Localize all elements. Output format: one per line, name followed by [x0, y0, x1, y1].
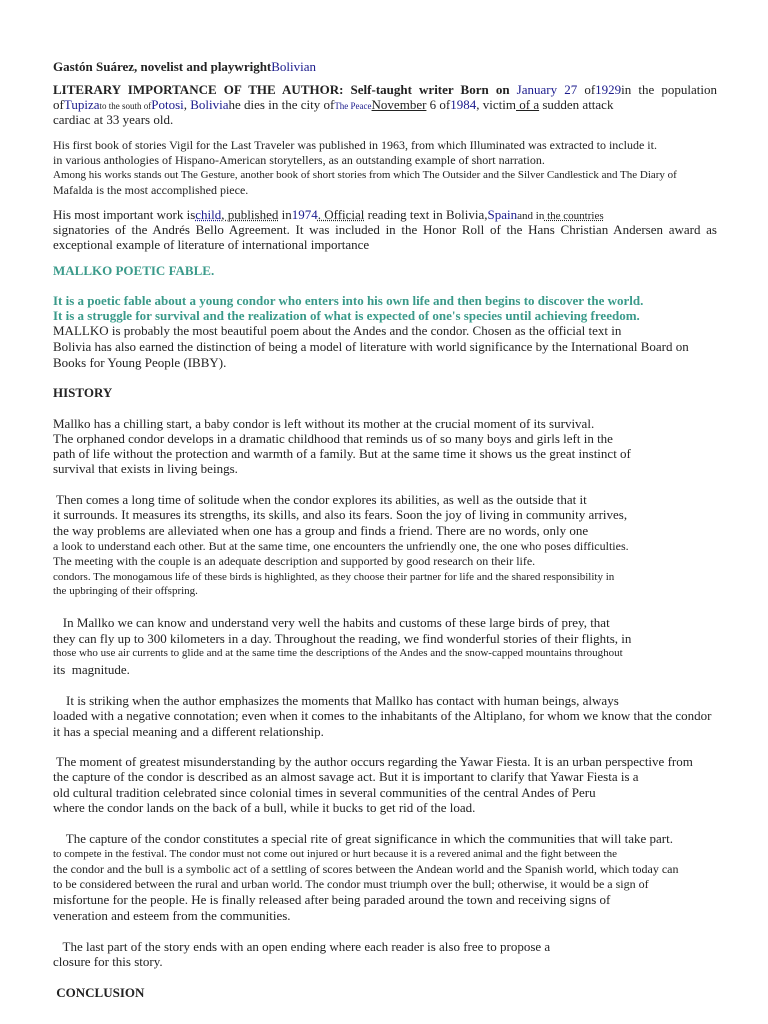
- history-line: misfortune for the people. He is finally released after being paraded around the town and receiving signs of: [53, 892, 611, 907]
- fable-line: Bolivia has also earned the distinction of being a model of literature with world significance by the International Board on: [53, 339, 689, 354]
- fable-line: Books for Young People (IBBY).: [53, 355, 227, 370]
- title-text: Gastón Suárez, novelist and playwright: [53, 59, 272, 74]
- history-line: The capture of the condor constitutes a special rite of great significance in which the communities that will take part.: [53, 831, 673, 846]
- author-line-3: cardiac at 33 years old.: [53, 112, 174, 127]
- link-child[interactable]: child: [195, 207, 222, 222]
- fable-heading: MALLKO POETIC FABLE.: [53, 263, 215, 278]
- link-january[interactable]: January: [516, 82, 558, 97]
- link-spain[interactable]: Spain: [487, 207, 518, 222]
- history-line: old cultural tradition celebrated since colonial times in several communities of the central Andes of Peru: [53, 785, 596, 800]
- link-1929[interactable]: 1929: [595, 82, 622, 97]
- history-line: The orphaned condor develops in a dramatic childhood that reminds us of so many boys and girls left in the: [53, 431, 613, 446]
- history-line: Mallko has a chilling start, a baby condor is left without its mother at the crucial moment of its survival.: [53, 416, 595, 431]
- para2-line-1: His most important work ischild, published in1974. Official reading text in Bolivia,Spainand in the countries: [53, 207, 604, 222]
- bolivian-link[interactable]: Bolivian: [271, 59, 317, 74]
- history-line: those who use air currents to glide and at the same time the descriptions of the Andes and the snow-capped mountains throughout: [53, 647, 623, 659]
- author-label: LITERARY IMPORTANCE OF THE AUTHOR:: [53, 82, 344, 97]
- history-line: The moment of greatest misunderstanding by the author occurs regarding the Yawar Fiesta. It is an urban perspective from: [53, 754, 693, 769]
- para2-line-3: exceptional example of literature of international importance: [53, 237, 370, 252]
- history-line: to compete in the festival. The condor must not come out injured or hurt because it is a revered animal and the fight between the: [53, 848, 617, 860]
- conclusion-heading: CONCLUSION: [53, 985, 145, 1000]
- history-line: path of life without the protection and warmth of a family. But at the same time it shows us the great instinct of: [53, 446, 631, 461]
- history-heading: HISTORY: [53, 385, 113, 400]
- history-line: survival that exists in living beings.: [53, 461, 238, 476]
- history-line: to be considered between the rural and urban world. The condor must triumph over the bull; otherwise, it would be a sign of: [53, 877, 649, 891]
- history-line: veneration and esteem from the communities.: [53, 908, 291, 923]
- history-line: The last part of the story ends with an open ending where each reader is also free to propose a: [53, 939, 551, 954]
- para2-line-2: signatories of the Andrés Bello Agreement. It was included in the Honor Roll of the Hans Christian Andersen award as: [53, 222, 717, 237]
- fable-teal-line: It is a struggle for survival and the realization of what is expected of one's species until achieving freedom.: [53, 308, 640, 323]
- link-november[interactable]: November: [371, 97, 427, 112]
- author-line-1: LITERARY IMPORTANCE OF THE AUTHOR: Self-taught writer Born on January 27 of1929in the population: [53, 82, 717, 97]
- history-line: where the condor lands on the back of a bull, while it bucks to get rid of the load.: [53, 800, 476, 815]
- history-line: closure for this story.: [53, 954, 163, 969]
- document-title: [53, 59, 316, 74]
- history-line: the capture of the condor is described as an almost savage act. But it is important to clarify that Yawar Fiesta is a: [53, 769, 639, 784]
- link-bolivia[interactable]: Bolivia: [190, 97, 229, 112]
- link-1984[interactable]: 1984: [450, 97, 477, 112]
- link-tupiza[interactable]: Tupiza: [63, 97, 100, 112]
- fable-line: MALLKO is probably the most beautiful poem about the Andes and the condor. Chosen as the official text in: [53, 323, 622, 338]
- history-line: the way problems are alleviated when one has a group and finds a friend. There are no words, only one: [53, 523, 589, 538]
- link-27[interactable]: 27: [564, 82, 578, 97]
- fable-teal-line: It is a poetic fable about a young condor who enters into his own life and then begins to discover the world.: [53, 293, 644, 308]
- para1-line: Among his works stands out The Gesture, another book of short stories from which The Outsider and the Silver Candlestick and The Diary of: [53, 169, 677, 181]
- link-potosi[interactable]: Potosi: [151, 97, 184, 112]
- history-line: condors. The monogamous life of these birds is highlighted, as they choose their partner for life and the shared responsibility in: [53, 571, 615, 583]
- history-line: a look to understand each other. But at the same time, one encounters the unfriendly one, the one who poses difficulties.: [53, 539, 629, 553]
- history-line: they can fly up to 300 kilometers in a day. Throughout the reading, we find wonderful stories of their flights, in: [53, 631, 632, 646]
- history-line: In Mallko we can know and understand very well the habits and customs of these large birds of prey, that: [53, 615, 610, 630]
- history-line: it has a special meaning and a different relationship.: [53, 724, 324, 739]
- link-1974[interactable]: 1974: [291, 207, 318, 222]
- link-the-peace[interactable]: The Peace: [334, 101, 372, 111]
- history-line: The meeting with the couple is an adequate description and supported by good research on their life.: [53, 554, 536, 568]
- link-the-countries[interactable]: the countries: [544, 210, 604, 222]
- history-line: the condor and the bull is a symbolic act of a settling of scores between the Andean world and the Spanish world, which today can: [53, 862, 679, 876]
- history-line: loaded with a negative connotation; even when it comes to the inhabitants of the Altiplano, for whom we know that the condor: [53, 708, 712, 723]
- author-line-2: ofTupizato the south ofPotosi, Boliviahe dies in the city ofThe PeaceNovember 6 of1984, victim of a sudden attack: [53, 97, 614, 112]
- history-line: it surrounds. It measures its strengths, its skills, and also its fears. Soon the joy of living in community arrives,: [53, 507, 628, 522]
- para1-line: His first book of stories Vigil for the Last Traveler was published in 1963, from which Illuminated was extracted to include it.: [53, 138, 657, 152]
- history-line: Then comes a long time of solitude when the condor explores its abilities, as well as the outside that it: [53, 492, 587, 507]
- history-line: It is striking when the author emphasizes the moments that Mallko has contact with human beings, always: [53, 693, 619, 708]
- history-line: the upbringing of their offspring.: [53, 585, 198, 597]
- para1-line: in various anthologies of Hispano-American storytellers, as an outstanding example of short narration.: [53, 153, 545, 167]
- link-of-a[interactable]: of a: [515, 97, 540, 112]
- para1-line: Mafalda is the most accomplished piece.: [53, 183, 249, 197]
- history-line: its magnitude.: [53, 662, 130, 677]
